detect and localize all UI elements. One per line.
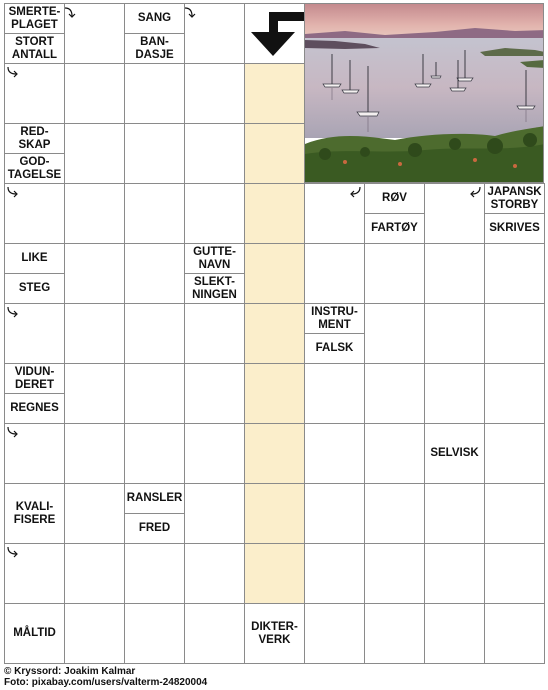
answer-cell[interactable] <box>184 423 245 484</box>
arrow-right-icon <box>6 185 22 201</box>
answer-cell-highlight[interactable] <box>244 483 305 544</box>
answer-cell[interactable] <box>124 63 185 124</box>
clue-selvisk: SELVISK <box>424 423 485 484</box>
answer-cell[interactable] <box>124 603 185 664</box>
answer-cell[interactable] <box>64 303 125 364</box>
clue-redskap: RED- SKAP <box>4 123 65 154</box>
answer-cell[interactable] <box>124 183 185 244</box>
clue-sang: SANG <box>124 3 185 34</box>
clue-fartoy: FARTØY <box>364 213 425 244</box>
photo-credit: Foto: pixabay.com/users/valterm-24820004 <box>4 677 208 688</box>
answer-cell[interactable] <box>64 423 125 484</box>
clue-guttenavn: GUTTE- NAVN <box>184 243 245 274</box>
answer-cell[interactable] <box>364 483 425 544</box>
arrow-right-icon <box>6 305 22 321</box>
answer-cell[interactable] <box>64 603 125 664</box>
clue-vidunderet: VIDUN- DERET <box>4 363 65 394</box>
answer-cell-highlight[interactable] <box>244 63 305 124</box>
clue-skrives: SKRIVES <box>484 213 545 244</box>
answer-cell[interactable] <box>184 63 245 124</box>
answer-cell[interactable] <box>124 243 185 304</box>
answer-cell-highlight[interactable] <box>244 543 305 604</box>
answer-cell[interactable] <box>304 423 365 484</box>
clue-godtagelse: GOD- TAGELSE <box>4 153 65 184</box>
answer-cell[interactable] <box>64 183 125 244</box>
answer-cell[interactable] <box>64 63 125 124</box>
clue-stort-antall: STORT ANTALL <box>4 33 65 64</box>
answer-cell[interactable] <box>484 303 545 364</box>
answer-cell[interactable] <box>304 243 365 304</box>
harbor-photo-image <box>305 4 544 183</box>
answer-cell-highlight[interactable] <box>244 303 305 364</box>
answer-cell[interactable] <box>364 543 425 604</box>
answer-cell[interactable] <box>124 123 185 184</box>
answer-cell[interactable] <box>124 363 185 424</box>
clue-bandasje: BAN- DASJE <box>124 33 185 64</box>
clue-fred: FRED <box>124 513 185 544</box>
answer-cell[interactable] <box>424 543 485 604</box>
clue-regnes: REGNES <box>4 393 65 424</box>
answer-cell[interactable] <box>364 603 425 664</box>
answer-cell[interactable] <box>64 123 125 184</box>
answer-cell[interactable] <box>64 543 125 604</box>
clue-instrument: INSTRU- MENT <box>304 303 365 334</box>
answer-cell[interactable] <box>184 603 245 664</box>
answer-cell[interactable] <box>304 483 365 544</box>
clue-rov: RØV <box>364 183 425 214</box>
arrow-right-icon <box>6 545 22 561</box>
answer-cell[interactable] <box>124 303 185 364</box>
answer-cell[interactable] <box>364 303 425 364</box>
arrow-right-icon <box>6 425 22 441</box>
answer-cell[interactable] <box>364 363 425 424</box>
answer-cell[interactable] <box>184 483 245 544</box>
answer-cell[interactable] <box>424 363 485 424</box>
answer-cell[interactable] <box>424 303 485 364</box>
big-down-arrow-icon <box>245 4 305 64</box>
crossword-credit: © Kryssord: Joakim Kalmar <box>4 666 136 677</box>
clue-like: LIKE <box>4 243 65 274</box>
answer-cell[interactable] <box>184 303 245 364</box>
answer-cell[interactable] <box>64 483 125 544</box>
answer-cell[interactable] <box>304 603 365 664</box>
clue-smerteplaget: SMERTE- PLAGET <box>4 3 65 34</box>
answer-cell[interactable] <box>184 123 245 184</box>
answer-cell[interactable] <box>304 543 365 604</box>
answer-cell[interactable] <box>364 423 425 484</box>
answer-cell[interactable] <box>484 603 545 664</box>
answer-cell[interactable] <box>484 483 545 544</box>
arrow-left-icon <box>346 185 362 201</box>
answer-cell[interactable] <box>424 483 485 544</box>
answer-cell[interactable] <box>64 243 125 304</box>
arrow-down-icon <box>183 5 199 21</box>
answer-cell-highlight[interactable] <box>244 363 305 424</box>
answer-cell-highlight[interactable] <box>244 183 305 244</box>
answer-cell[interactable] <box>124 423 185 484</box>
answer-cell-highlight[interactable] <box>244 123 305 184</box>
answer-cell[interactable] <box>304 363 365 424</box>
clue-japansk-storby: JAPANSK STORBY <box>484 183 545 214</box>
answer-cell-highlight[interactable] <box>244 423 305 484</box>
clue-slektningen: SLEKT- NINGEN <box>184 273 245 304</box>
harbor-photo <box>304 3 544 183</box>
arrow-left-icon <box>466 185 482 201</box>
answer-cell[interactable] <box>184 543 245 604</box>
clue-steg: STEG <box>4 273 65 304</box>
answer-cell[interactable] <box>364 243 425 304</box>
arrow-right-icon <box>6 65 22 81</box>
clue-dikterverk: DIKTER- VERK <box>244 603 305 664</box>
answer-cell[interactable] <box>184 183 245 244</box>
answer-cell[interactable] <box>124 543 185 604</box>
answer-cell[interactable] <box>424 243 485 304</box>
answer-cell[interactable] <box>484 543 545 604</box>
answer-cell[interactable] <box>484 423 545 484</box>
answer-cell[interactable] <box>484 363 545 424</box>
clue-ransler: RANSLER <box>124 483 185 514</box>
answer-cell[interactable] <box>64 363 125 424</box>
clue-maltid: MÅLTID <box>4 603 65 664</box>
answer-cell[interactable] <box>184 363 245 424</box>
clue-falsk: FALSK <box>304 333 365 364</box>
start-arrow-cell <box>244 3 305 64</box>
answer-cell-highlight[interactable] <box>244 243 305 304</box>
answer-cell[interactable] <box>484 243 545 304</box>
arrow-down-icon <box>63 5 79 21</box>
clue-kvalifisere: KVALI- FISERE <box>4 483 65 544</box>
answer-cell[interactable] <box>424 603 485 664</box>
